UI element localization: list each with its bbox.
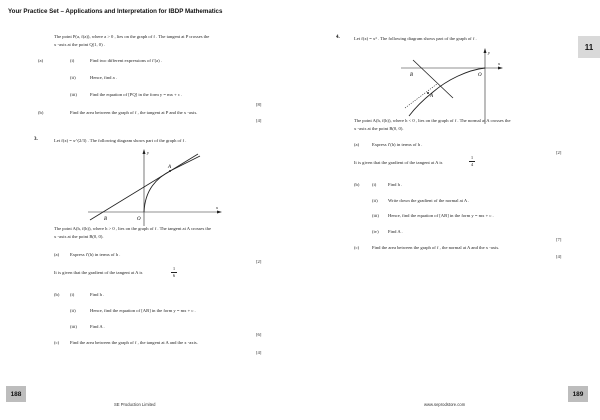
q4c-marks: [4] [556, 254, 562, 259]
q2a-ii-text: Hence, find a . [90, 75, 117, 80]
q3b-i-text: Find h . [90, 292, 105, 297]
q4c-text: Find the area between the graph of f , the normal at A and the x -axis. [372, 245, 500, 250]
q3-label-b: B [104, 217, 108, 222]
q2a-iii-text: Find the equation of [PQ] in the form y = mx + c . [90, 92, 183, 97]
q4b-iii-label: (iii) [372, 213, 379, 218]
q3a-label: (a) [54, 252, 60, 257]
q4b-iii-text: Hence, find the equation of [AB] in the form y = mx + c . [388, 213, 494, 218]
q3-label-a: A [168, 165, 172, 170]
q4-number: 4. [336, 35, 340, 40]
q4-label-x: x [498, 61, 500, 66]
q4b-ii-label: (ii) [372, 198, 378, 203]
q4-label-y: y [488, 50, 490, 55]
q3b-ii-text: Hence, find the equation of [AB] in the form y = mx + c . [90, 308, 196, 313]
q2a-marks: [8] [256, 102, 262, 107]
q3-label-x: x [216, 205, 218, 210]
chapter-tab: 11 [578, 36, 600, 58]
publisher-name: SE Production Limited [114, 402, 156, 407]
q3-graph [88, 146, 223, 228]
q4c-label: (c) [354, 245, 360, 250]
q4-label-o: O [478, 73, 482, 78]
q3-intro-line2: x -axis at the point B(0, 0). [54, 234, 104, 239]
q4-y-arrow [484, 48, 487, 53]
q4-label-a: A [430, 94, 434, 99]
q3-intro-line1: The point A(h, f(h)), where h > 0 , lies on the graph of f . The tangent at A crosses the [54, 226, 211, 231]
page-number-right: 189 [568, 386, 588, 402]
q4-x-arrow [498, 67, 503, 70]
q3-fraction-denominator: 6 [172, 273, 176, 278]
q3-given-text: It is given that the gradient of the tangent at A is [54, 270, 143, 275]
q3-curve [144, 156, 200, 212]
q3c-text: Find the area between the graph of f , the tangent at A and the x -axis. [70, 340, 198, 345]
q3-label-o: O [137, 217, 141, 222]
q2-intro-line1: The point P(a, f(a)), where a > 0 , lies on the graph of f . The tangent at P crosses the [54, 34, 210, 39]
q3c-marks: [4] [256, 350, 262, 355]
q4b-iv-label: (iv) [372, 229, 379, 234]
q3a-text: Express f′(h) in terms of h . [70, 252, 121, 257]
q2a-iii-label: (iii) [70, 92, 77, 97]
q2a-ii-label: (ii) [70, 75, 76, 80]
q3-x-arrow [217, 211, 222, 214]
q4b-iv-text: Find A . [388, 229, 403, 234]
q4b-label: (b) [354, 182, 360, 187]
publisher-website[interactable]: www.seprodstore.com [424, 402, 466, 407]
q4-intro-line2: x -axis at the point B(0, 0). [354, 126, 404, 131]
q4-label-b: B [410, 73, 414, 78]
q4a-label: (a) [354, 142, 360, 147]
q3-y-arrow [143, 149, 146, 154]
running-header: Your Practice Set – Applications and Interpretation for IBDP Mathematics [8, 8, 223, 15]
q4-statement: Let f(x) = x³ . The following diagram shows part of the graph of f . [354, 36, 477, 41]
q4-fraction-denominator: 4 [470, 162, 474, 167]
q4a-text: Express f′(h) in terms of h . [372, 142, 423, 147]
page-number-left: 188 [6, 386, 26, 402]
q2b-marks: [4] [256, 118, 262, 123]
q4-intro-line1: The point A(h, f(h)), where h < 0 , lies on the graph of f . The normal at A crosses the [354, 118, 511, 123]
q4-graph [395, 46, 505, 126]
q3b-marks: [6] [256, 332, 262, 337]
q2-intro-line2: x -axis at the point Q(1, 0) . [54, 42, 105, 47]
q3b-ii-label: (ii) [70, 308, 76, 313]
q4b-marks: [7] [556, 237, 562, 242]
q4-fraction-numerator: 1 [470, 155, 474, 160]
q2a-i-label: (i) [70, 58, 75, 63]
q3b-iii-text: Find A . [90, 324, 105, 329]
q3-statement: Let f(x) = x^(2/3) . The following diagram shows part of the graph of f . [54, 138, 187, 143]
q4b-i-text: Find h . [388, 182, 403, 187]
q4-point-a [427, 92, 429, 94]
q3a-marks: [2] [256, 259, 262, 264]
q4-given-text: It is given that the gradient of the tangent at A is [354, 160, 443, 165]
q3c-label: (c) [54, 340, 60, 345]
q2a-label: (a) [38, 58, 44, 63]
q2b-text: Find the area between the graph of f , the tangent at P and the x -axis. [70, 110, 198, 115]
q3b-label: (b) [54, 292, 60, 297]
q2a-i-text: Find two different expressions of f′(a) . [90, 58, 162, 63]
q3-point-a [169, 170, 171, 172]
q4a-marks: [2] [556, 150, 562, 155]
q4b-ii-text: Write down the gradient of the normal at A . [388, 198, 470, 203]
q2b-label: (b) [38, 110, 44, 115]
q4b-i-label: (i) [372, 182, 377, 187]
q3b-i-label: (i) [70, 292, 75, 297]
q3b-iii-label: (iii) [70, 324, 77, 329]
q3-fraction-numerator: 1 [172, 266, 176, 271]
q3-label-y: y [147, 150, 149, 155]
q3-number: 3. [34, 137, 38, 142]
